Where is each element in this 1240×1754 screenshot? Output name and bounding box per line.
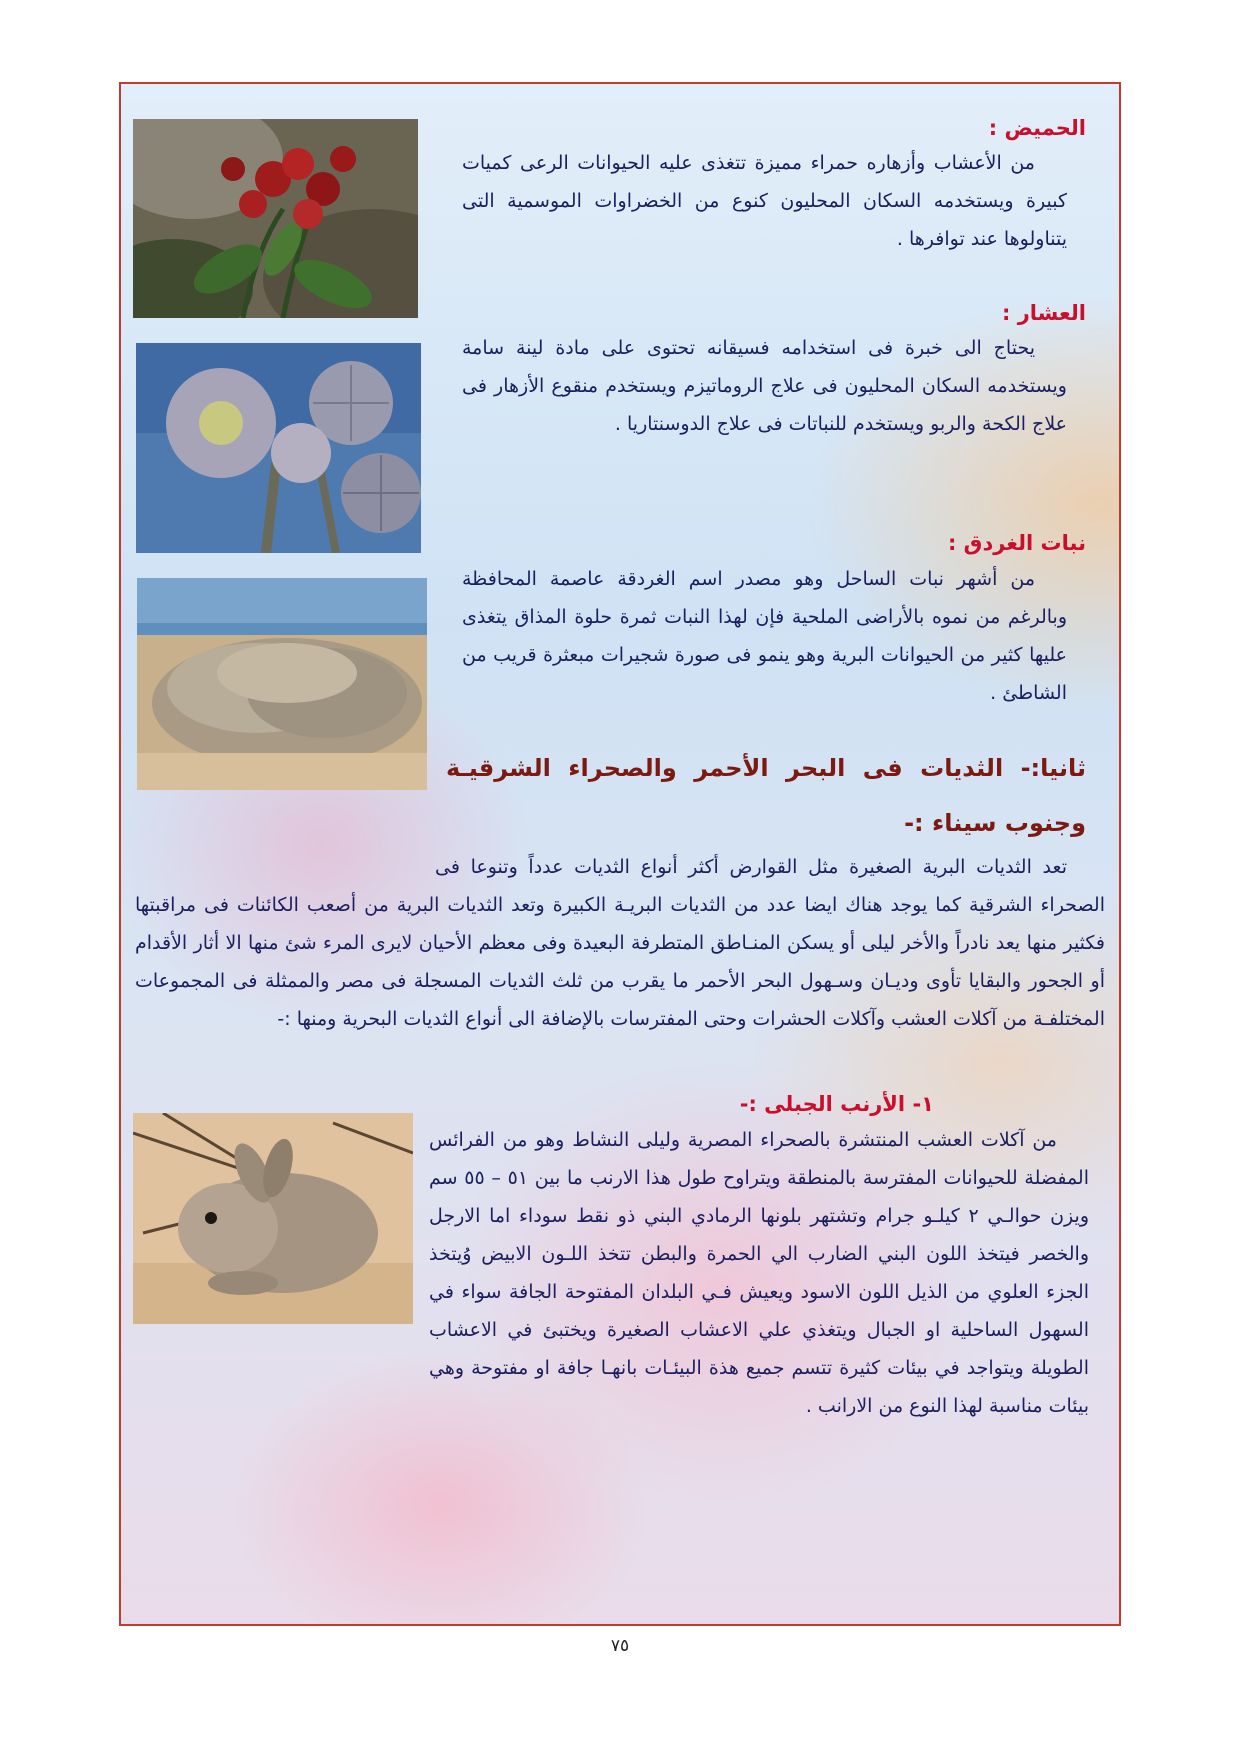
photo-red-flowers (133, 119, 418, 318)
heading-ghardaq: نبات الغردق : (947, 531, 1086, 555)
text-mountain-hare: من آكلات العشب المنتشرة بالصحراء المصرية وليلى النشاط وهو من الفرائس المفضلة للحيوانات المفترسة بالمنطقة ويتراوح طول هذا الارنب ما بين ٥١ – ٥٥ سم ويزن حوالـي ٢ كيلـو جرام وتشتهر بلونها الرمادي البني ذو نقط سوداء اما الارجل والخصر فيتخذ اللون البني الضارب الي الحمرة والبطن تتخذ اللـون الابيض وُيتخذ الجزء العلوي من الذيل اللون الاسود ويعيش فـي البلدان المفتوحة الجافة سواء في السهول الساحلية او الجبال ويتغذي علي الاعشاب الصغيرة ويختبئ في الاعشاب الطويلة ويتواجد في بيئات كثيرة تتسم جميع هذة البيئـات بانهـا جافة او مفتوحة وهي بيئات مناسبة لهذا النوع من الارانب . (134, 1121, 1089, 1425)
page-frame (119, 82, 1121, 1626)
page-number: ٧٥ (610, 1636, 630, 1656)
heading-mammals-line1: ثانيا:- الثديات فى البحر الأحمر والصحراء الشرقيـة (446, 754, 1086, 782)
text-ghardaq: من أشهر نبات الساحل وهو مصدر اسم الغردقة عاصمة المحافظة وبالرغم من نموه بالأراضى الملحية فإن لهذا النبات ثمرة حلوة المذاق يتغذى عليها كثير من الحيوانات البرية وهو ينمو فى صورة شجيرات مبعثرة قريب من الشاطئ . (462, 568, 1067, 704)
heading-hamid: الحميض : (988, 116, 1086, 140)
text-ushar: يحتاج الى خبرة فى استخدامه فسيقانه تحتوى على مادة لينة سامة ويستخدمه السكان المحليون فى علاج الروماتيزم ويستخدم منقوع الأزهار فى علاج الكحة والربو ويستخدم للنباتات فى علاج الدوسنتاريا . (462, 337, 1067, 435)
wrap-spacer (135, 848, 435, 886)
text-mammals: تعد الثديات البرية الصغيرة مثل القوارض أكثر أنواع الثديات عدداً وتنوعا فى الصحراء الشرقية كما يوجد هناك ايضا عدد من الثديات البريـة الكبيرة وتعد الثديات البرية من أصعب الكائنات فى مراقبتها فكثير منها يعد نادراً والأخر ليلى أو يسكن المنـاطق المتطرفة البعيدة وفى معظم الأحيان لايرى المرء شئ منها الا أثار الأقدام أو الجحور والبقايا تأوى وديـان وسـهول البحر الأحمر ما يقرب من ثلث الثديات المسجلة فى مصر والممثلة فى المجموعات المختلفـة من آكلات العشب وآكلات الحشرات وحتى المفترسات بالإضافة الى أنواع الثديات البحرية ومنها :- (135, 848, 1105, 1038)
heading-mountain-hare: ١- الأرنب الجبلى :- (739, 1092, 934, 1116)
heading-ushar: العشار : (1002, 301, 1086, 325)
photo-ushar-plant (136, 343, 421, 553)
photo-ghardaq-shrub (137, 578, 427, 790)
heading-mammals-line2: وجنوب سيناء :- (904, 809, 1086, 837)
text-hamid: من الأعشاب وأزهاره حمراء مميزة تتغذى عليه الحيوانات الرعى كميات كبيرة ويستخدمه السكان المحليون كنوع من الخضراوات الموسمية التى يتناولوها عند توافرها . (462, 152, 1067, 250)
wrap-spacer (134, 1121, 429, 1387)
